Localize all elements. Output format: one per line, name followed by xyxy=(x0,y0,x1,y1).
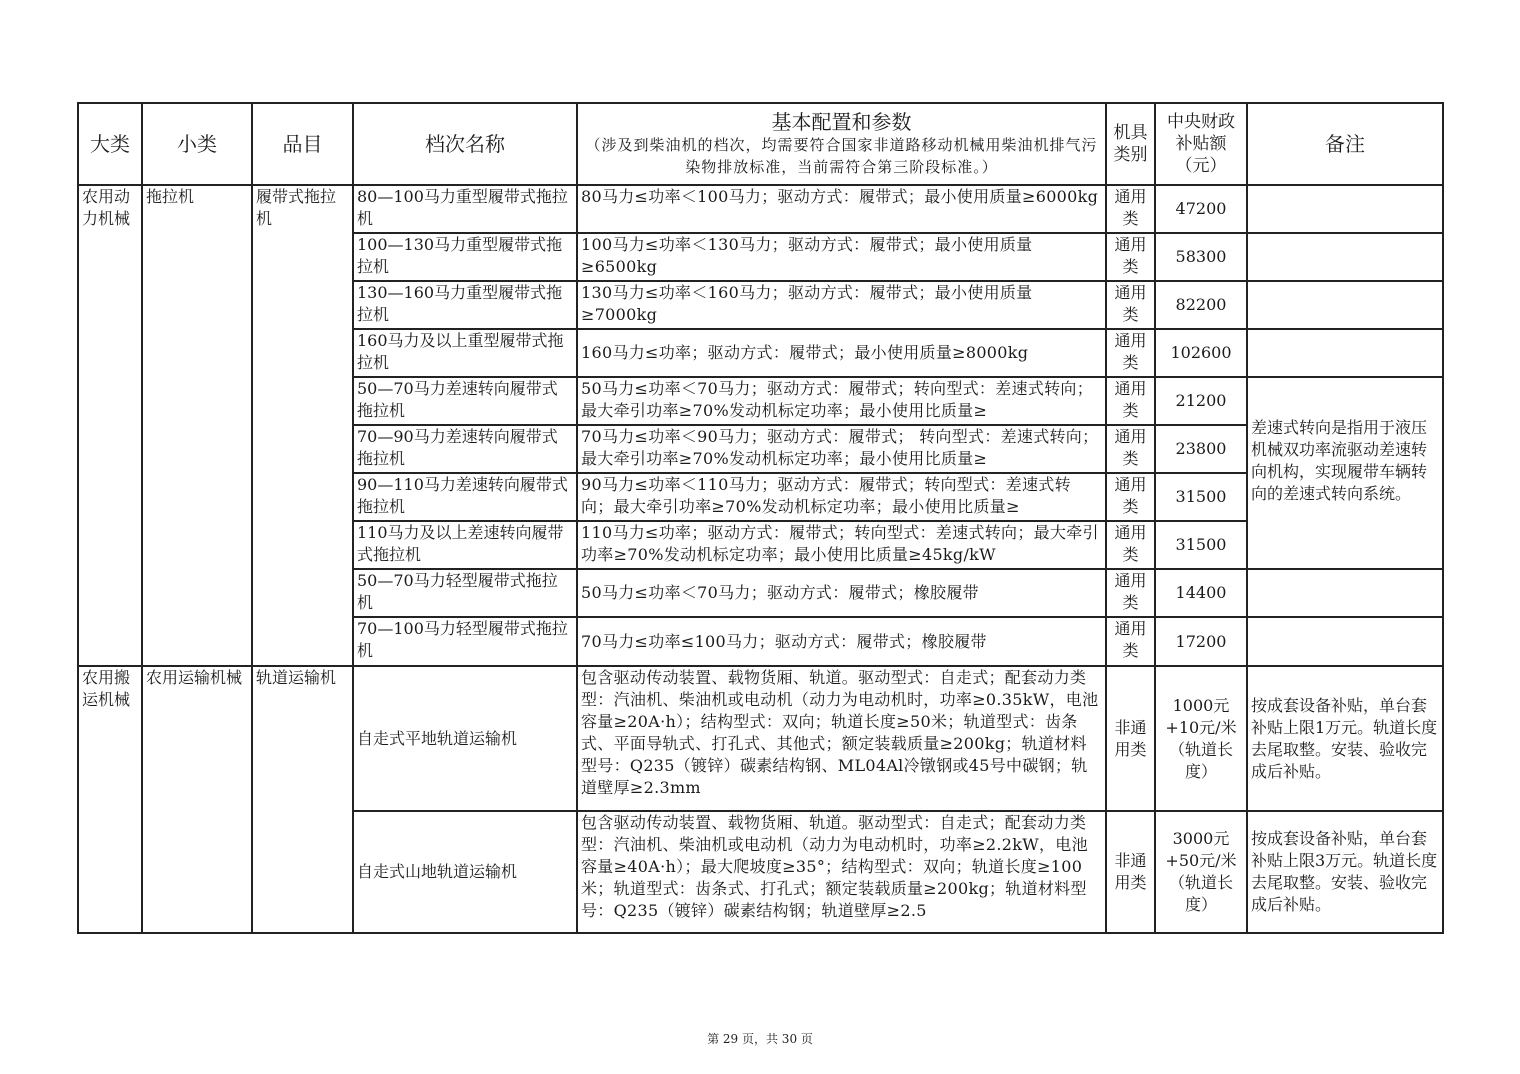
cell-category: 非通用类 xyxy=(1106,666,1155,811)
remark-text: 差速式转向是指用于液压机械双功率流驱动差速转向机构，实现履带车辆转向的差速式转向系统。 xyxy=(1251,418,1428,503)
cell-spec xyxy=(577,377,1106,425)
table-row xyxy=(78,185,1443,233)
cell-spec xyxy=(577,425,1106,473)
cell-spec: 160马力≤功率；驱动方式：履带式；最小使用质量≥8000kg xyxy=(577,329,1106,377)
header-grade: 档次名称 xyxy=(353,103,577,185)
cell-item: 轨道运输机 xyxy=(252,666,353,933)
cell-subsidy: 21200 xyxy=(1155,377,1247,425)
cell-grade: 80—100马力重型履带式拖拉机 xyxy=(353,185,577,233)
cell-remark xyxy=(1247,281,1443,329)
cell-remark xyxy=(1247,185,1443,233)
cell-subsidy: 14400 xyxy=(1155,569,1247,617)
cell-subsidy: 102600 xyxy=(1155,329,1247,377)
cell-category: 通用类 xyxy=(1106,233,1155,281)
cell-subsidy: 1000元+10元/米（轨道长度） xyxy=(1155,666,1247,811)
cell-subsidy: 17200 xyxy=(1155,617,1247,666)
cell-remark: 按成套设备补贴，单台套补贴上限3万元。轨道长度去尾取整。安装、验收完成后补贴。 xyxy=(1247,811,1443,933)
cell-grade: 70—90马力差速转向履带式拖拉机 xyxy=(353,425,577,473)
spec-clip: 包含驱动传动装置、载物货厢、轨道。驱动型式：自走式；配套动力类型：汽油机、柴油机或电动机（动力为电动机时，功率≥2.2kW，电池容量≥40A·h）；最大爬坡度≥35°；结构型式：双向；轨道长度≥100米；轨道型式：齿条式、打孔式；额定装载质量≥200kg；轨道材料型号：Q235（镀锌）碳素结构钢；轨道壁厚≥2.5 xyxy=(581,813,1088,920)
cell-grade: 70—100马力轻型履带式拖拉机 xyxy=(353,617,577,666)
header-config-note: （涉及到柴油机的档次，均需要符合国家非道路移动机械用柴油机排气污染物排放标准，当前需符合第三阶段标准。） xyxy=(585,136,1098,176)
table-row xyxy=(78,666,1443,811)
cell-subsidy: 31500 xyxy=(1155,521,1247,569)
spec-clip: 50马力≤功率＜70马力；驱动方式：履带式；转向型式：差速式转向；最大牵引功率≥70%发动机标定功率；最小使用比质量≥ xyxy=(581,379,1094,420)
spec-clip: 90马力≤功率＜110马力；驱动方式：履带式；转向型式：差速式转向；最大牵引功率≥70%发动机标定功率；最小使用比质量≥ xyxy=(581,475,1071,516)
cell-subsidy: 23800 xyxy=(1155,425,1247,473)
cell-spec: 80马力≤功率＜100马力；驱动方式：履带式；最小使用质量≥6000kg xyxy=(577,185,1106,233)
cell-subsidy: 47200 xyxy=(1155,185,1247,233)
cell-subsidy: 3000元+50元/米（轨道长度） xyxy=(1155,811,1247,933)
cell-grade: 50—70马力轻型履带式拖拉机 xyxy=(353,569,577,617)
cell-category: 通用类 xyxy=(1106,617,1155,666)
page-number: 第 29 页，共 30 页 xyxy=(707,1032,813,1046)
cell-category: 通用类 xyxy=(1106,425,1155,473)
cell-remark xyxy=(1247,233,1443,281)
header-config-title: 基本配置和参数 xyxy=(771,110,912,134)
spec-clip: 110马力≤功率；驱动方式：履带式；转向型式：差速式转向；最大牵引功率≥70%发动机标定功率；最小使用比质量≥45kg/kW xyxy=(581,523,1099,564)
cell-spec xyxy=(577,521,1106,569)
cell-category: 通用类 xyxy=(1106,473,1155,521)
cell-spec: 50马力≤功率＜70马力；驱动方式：履带式；橡胶履带 xyxy=(577,569,1106,617)
spec-clip: 包含驱动传动装置、载物货厢、轨道。驱动型式：自走式；配套动力类型：汽油机、柴油机或电动机（动力为电动机时，功率≥0.35kW，电池容量≥20A·h）；结构型式：双向；轨道长度≥50米；轨道型式：齿条式、平面导轨式、打孔式、其他式；额定装载质量≥200kg；轨道材料型号：Q235（镀锌）碳素结构钢、ML04Al冷镦钢或45号中碳钢；轨道壁厚≥2.3mm xyxy=(581,668,1099,797)
header-minor: 小类 xyxy=(142,103,252,185)
cell-subsidy: 82200 xyxy=(1155,281,1247,329)
cell-grade: 160马力及以上重型履带式拖拉机 xyxy=(353,329,577,377)
cell-remark xyxy=(1247,617,1443,666)
spec-clip: 70马力≤功率＜90马力；驱动方式：履带式； 转向型式：差速式转向；最大牵引功率≥70%发动机标定功率；最小使用比质量≥ xyxy=(581,427,1099,468)
cell-category: 通用类 xyxy=(1106,377,1155,425)
cell-remark: 按成套设备补贴，单台套补贴上限1万元。轨道长度去尾取整。安装、验收完成后补贴。 xyxy=(1247,666,1443,811)
cell-major: 农用动力机械 xyxy=(78,185,142,666)
subsidy-table xyxy=(77,102,1444,934)
header-config xyxy=(577,103,1106,185)
cell-category: 通用类 xyxy=(1106,185,1155,233)
cell-category: 通用类 xyxy=(1106,329,1155,377)
header-subsidy: 中央财政补贴额（元） xyxy=(1155,103,1247,185)
cell-grade: 100—130马力重型履带式拖拉机 xyxy=(353,233,577,281)
cell-major: 农用搬运机械 xyxy=(78,666,142,933)
cell-remark xyxy=(1247,569,1443,617)
cell-grade: 130—160马力重型履带式拖拉机 xyxy=(353,281,577,329)
cell-remark-diff-steering xyxy=(1247,377,1443,569)
header-remark: 备注 xyxy=(1247,103,1443,185)
cell-category: 非通用类 xyxy=(1106,811,1155,933)
cell-spec: 130马力≤功率＜160马力；驱动方式：履带式；最小使用质量≥7000kg xyxy=(577,281,1106,329)
cell-spec xyxy=(577,666,1106,811)
cell-item: 履带式拖拉机 xyxy=(252,185,353,666)
cell-category: 通用类 xyxy=(1106,569,1155,617)
cell-category: 通用类 xyxy=(1106,281,1155,329)
cell-grade: 90—110马力差速转向履带式拖拉机 xyxy=(353,473,577,521)
cell-spec xyxy=(577,811,1106,933)
cell-grade: 自走式山地轨道运输机 xyxy=(353,811,577,933)
cell-grade: 110马力及以上差速转向履带式拖拉机 xyxy=(353,521,577,569)
cell-spec: 100马力≤功率＜130马力；驱动方式：履带式；最小使用质量≥6500kg xyxy=(577,233,1106,281)
cell-minor: 拖拉机 xyxy=(142,185,252,666)
cell-remark xyxy=(1247,329,1443,377)
header-row xyxy=(78,103,1443,185)
cell-subsidy: 31500 xyxy=(1155,473,1247,521)
header-category: 机具类别 xyxy=(1106,103,1155,185)
header-item: 品目 xyxy=(252,103,353,185)
cell-subsidy: 58300 xyxy=(1155,233,1247,281)
cell-spec: 70马力≤功率≤100马力；驱动方式：履带式；橡胶履带 xyxy=(577,617,1106,666)
cell-grade: 自走式平地轨道运输机 xyxy=(353,666,577,811)
cell-grade: 50—70马力差速转向履带式拖拉机 xyxy=(353,377,577,425)
cell-spec xyxy=(577,473,1106,521)
cell-minor: 农用运输机械 xyxy=(142,666,252,933)
cell-category: 通用类 xyxy=(1106,521,1155,569)
header-major: 大类 xyxy=(78,103,142,185)
